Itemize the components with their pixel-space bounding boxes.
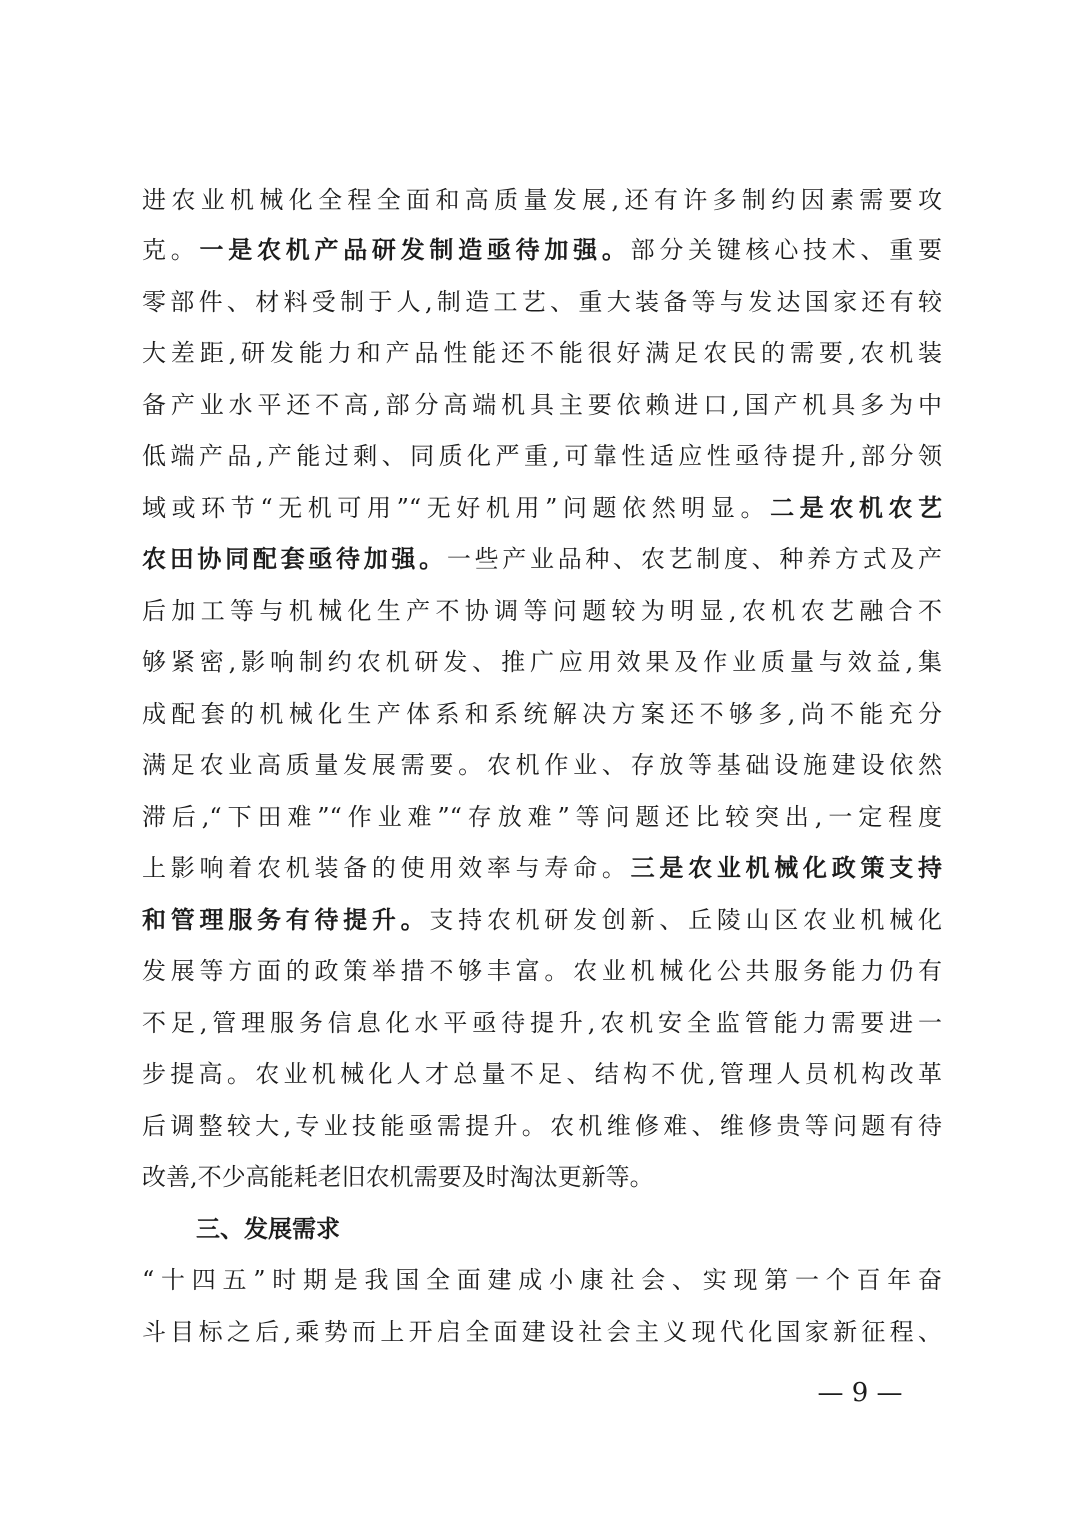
section-line-1: “十四五”时期是我国全面建成小康社会、实现第一个百年奋 bbox=[142, 1266, 942, 1294]
page-number: — 9 — bbox=[817, 1378, 903, 1408]
body-line-2: 克。一是农机产品研发制造亟待加强。部分关键核心技术、重要 bbox=[142, 236, 943, 264]
bold-point-two-start: 二是农机农艺 bbox=[770, 494, 943, 522]
body-line-20: 改善,不少高能耗老旧农机需要及时淘汰更新等。 bbox=[142, 1163, 654, 1191]
body-line-12: 满足农业高质量发展需要。农机作业、存放等基础设施建设依然 bbox=[142, 751, 942, 779]
body-line-18: 步提高。农业机械化人才总量不足、结构不优,管理人员机构改革 bbox=[142, 1060, 942, 1088]
body-line-1: 进农业机械化全程全面和高质量发展,还有许多制约因素需要攻 bbox=[142, 186, 942, 214]
body-line-3: 零部件、材料受制于人,制造工艺、重大装备等与发达国家还有较 bbox=[142, 288, 942, 316]
section-heading: 三、发展需求 bbox=[196, 1215, 340, 1243]
bold-point-three-end: 和管理服务有待提升。 bbox=[142, 906, 430, 934]
body-line-7: 域或环节“无机可用”“无好机用”问题依然明显。二是农机农艺 bbox=[142, 494, 943, 522]
body-line-14: 上影响着农机装备的使用效率与寿命。三是农业机械化政策支持 bbox=[142, 854, 943, 882]
section-line-2: 斗目标之后,乘势而上开启全面建设社会主义现代化国家新征程、 bbox=[142, 1318, 942, 1346]
body-line-16: 发展等方面的政策举措不够丰富。农业机械化公共服务能力仍有 bbox=[142, 957, 942, 985]
body-line-4: 大差距,研发能力和产品性能还不能很好满足农民的需要,农机装 bbox=[142, 339, 942, 367]
body-line-8: 农田协同配套亟待加强。一些产业品种、农艺制度、种养方式及产 bbox=[142, 545, 943, 573]
bold-point-two-end: 农田协同配套亟待加强。 bbox=[142, 545, 447, 573]
body-line-11: 成配套的机械化生产体系和系统解决方案还不够多,尚不能充分 bbox=[142, 700, 942, 728]
body-line-17: 不足,管理服务信息化水平亟待提升,农机安全监管能力需要进一 bbox=[142, 1009, 942, 1037]
body-line-6: 低端产品,产能过剩、同质化严重,可靠性适应性亟待提升,部分领 bbox=[142, 442, 942, 470]
body-line-13: 滞后,“下田难”“作业难”“存放难”等问题还比较突出,一定程度 bbox=[142, 803, 942, 831]
body-line-19: 后调整较大,专业技能亟需提升。农机维修难、维修贵等问题有待 bbox=[142, 1112, 942, 1140]
body-line-9: 后加工等与机械化生产不协调等问题较为明显,农机农艺融合不 bbox=[142, 597, 942, 625]
bold-point-three-start: 三是农业机械化政策支持 bbox=[630, 854, 943, 882]
body-line-10: 够紧密,影响制约农机研发、推广应用效果及作业质量与效益,集 bbox=[142, 648, 942, 676]
body-line-15: 和管理服务有待提升。支持农机研发创新、丘陵山区农业机械化 bbox=[142, 906, 943, 934]
bold-point-one: 一是农机产品研发制造亟待加强。 bbox=[199, 236, 631, 264]
body-line-5: 备产业水平还不高,部分高端机具主要依赖进口,国产机具多为中 bbox=[142, 391, 942, 419]
